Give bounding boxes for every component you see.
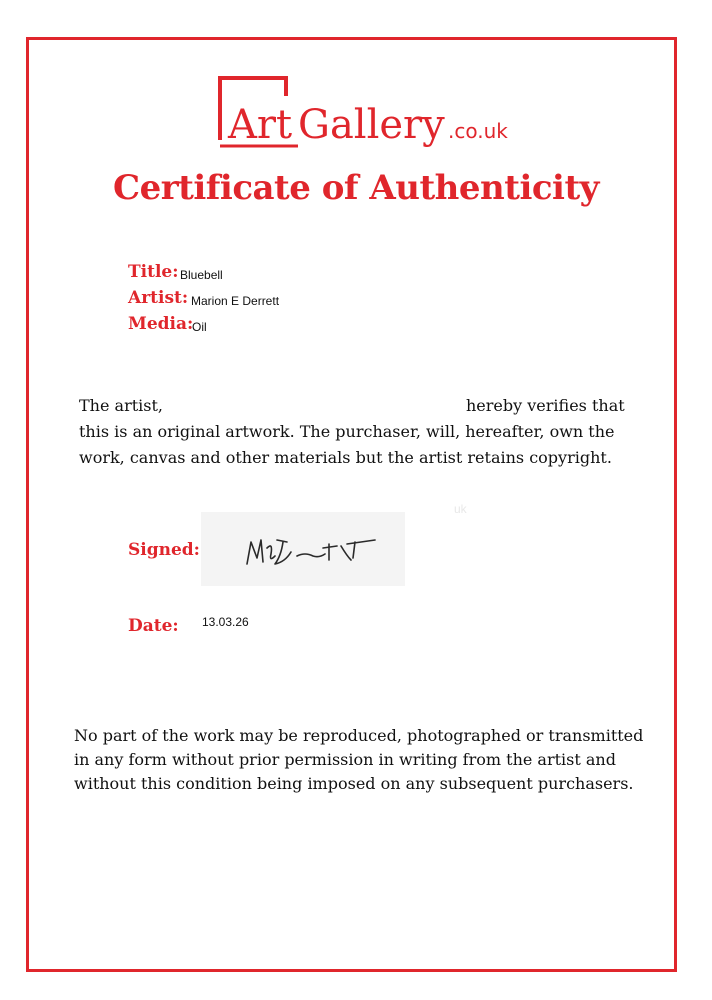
title-label: Title: bbox=[128, 262, 179, 282]
statement-line2: this is an original artwork. The purchaser, will, hereafter, own the bbox=[79, 422, 615, 441]
notice-line2: in any form without prior permission in writing from the artist and bbox=[74, 750, 616, 769]
signed-label: Signed: bbox=[128, 540, 200, 560]
media-value: Oil bbox=[192, 320, 207, 334]
logo-art-text: Art bbox=[228, 102, 293, 148]
statement-line1-end: hereby verifies that bbox=[466, 396, 625, 415]
logo-domain-text: .co.uk bbox=[448, 119, 508, 143]
statement-line3: work, canvas and other materials but the artist retains copyright. bbox=[79, 448, 612, 467]
statement-line1-start: The artist, bbox=[79, 396, 163, 415]
artist-value: Marion E Derrett bbox=[191, 294, 280, 308]
certificate-title: Certificate of Authenticity bbox=[113, 168, 599, 208]
artist-label: Artist: bbox=[128, 288, 189, 308]
notice-line3: without this condition being imposed on any subsequent purchasers. bbox=[74, 774, 634, 793]
signature-box bbox=[201, 512, 405, 586]
artgallery-logo bbox=[216, 74, 536, 154]
title-value: Bluebell bbox=[180, 268, 223, 282]
media-label: Media: bbox=[128, 314, 194, 334]
notice-line1: No part of the work may be reproduced, photographed or transmitted bbox=[74, 726, 644, 745]
signature-image bbox=[201, 512, 405, 586]
watermark-text: uk bbox=[454, 502, 467, 516]
date-value: 13.03.26 bbox=[202, 615, 249, 629]
date-label: Date: bbox=[128, 616, 179, 636]
logo-gallery-text: Gallery bbox=[298, 102, 445, 148]
